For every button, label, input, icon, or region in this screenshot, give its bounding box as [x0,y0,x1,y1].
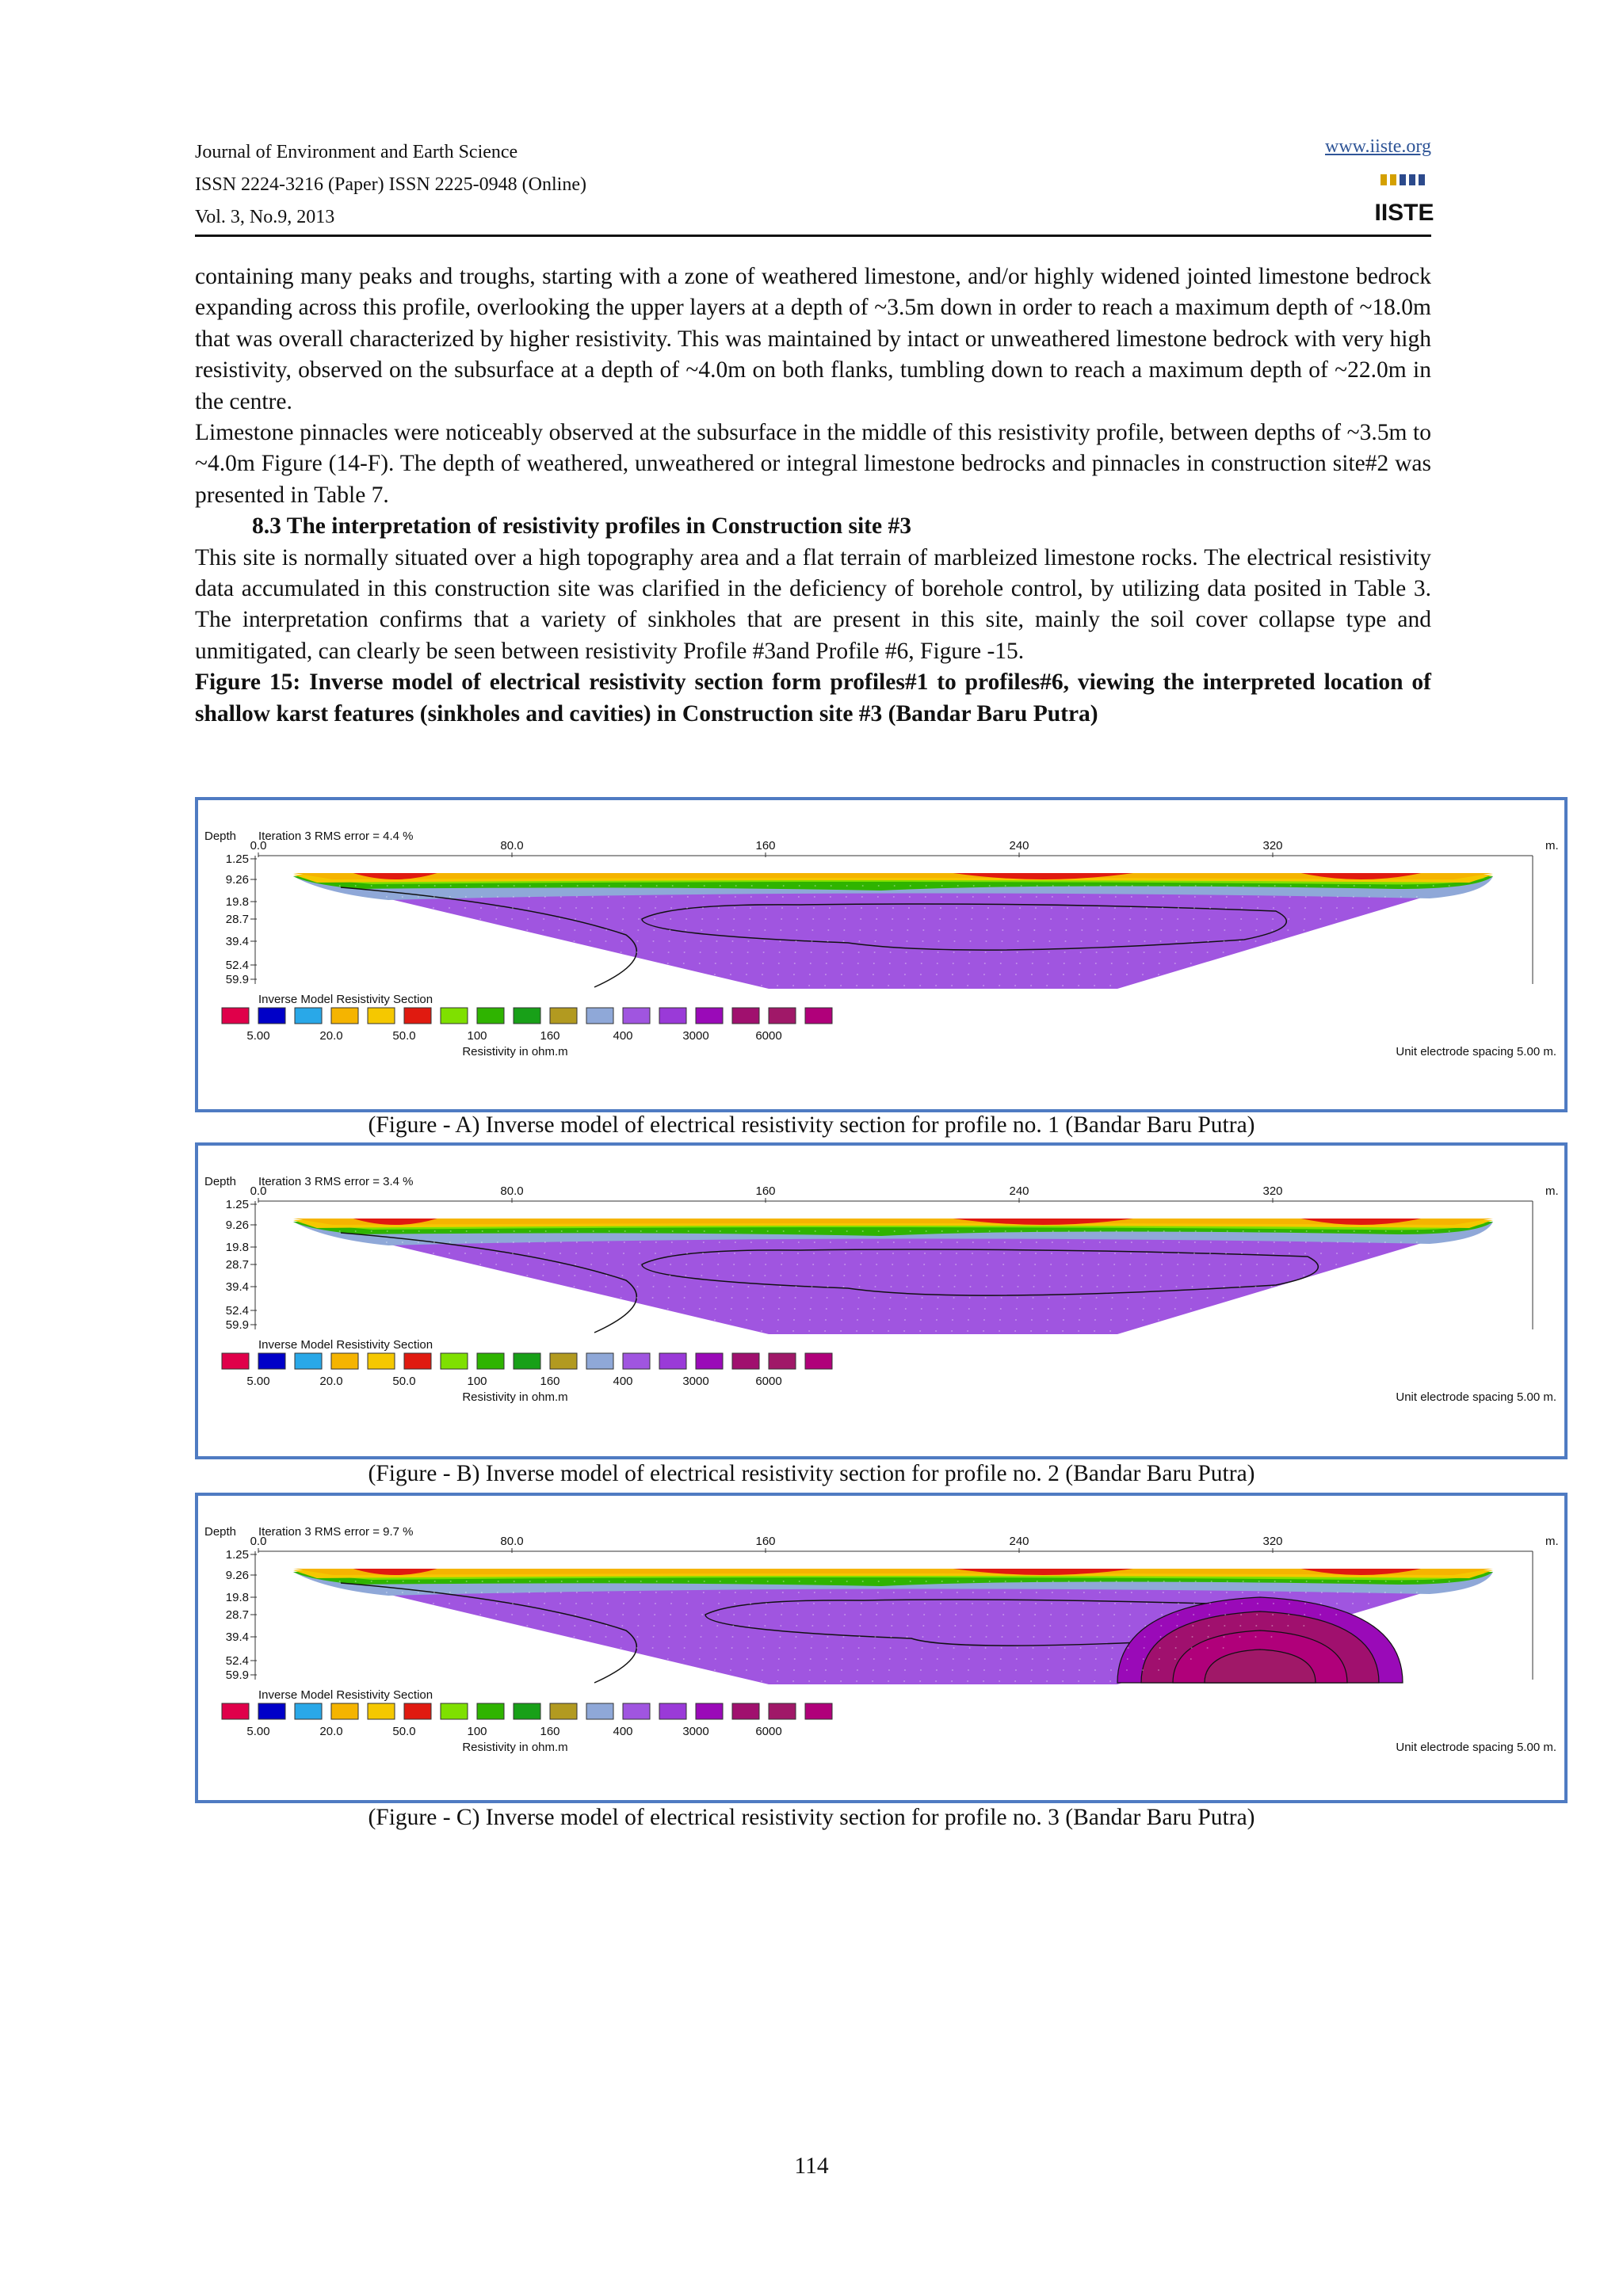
legend-swatch [623,1703,650,1719]
depth-tick-label: 52.4 [225,959,249,972]
legend-unit: Resistivity in ohm.m [462,1741,568,1754]
depth-label: Depth [204,1525,237,1539]
depth-tick-label: 9.26 [225,1569,249,1582]
spacing-label: Unit electrode spacing 5.00 m. [1396,1045,1556,1058]
legend-swatch [586,1703,613,1719]
legend-value: 20.0 [319,1029,343,1043]
legend-value: 100 [467,1375,487,1388]
legend-swatch [331,1703,358,1719]
section-svg [198,800,1564,1109]
x-tick-label: 320 [1262,1535,1283,1548]
legend-swatch [258,1353,285,1369]
x-tick-label: 320 [1262,839,1283,852]
legend-swatch [404,1353,431,1369]
figure-c-caption: (Figure - C) Inverse model of electrical resistivity section for profile no. 3 (Bandar Baru Putra) [368,1805,1255,1830]
legend-value: 6000 [755,1029,782,1043]
legend-title: Inverse Model Resistivity Section [258,993,433,1006]
section-heading: 8.3 The interpretation of resistivity profiles in Construction site #3 [252,513,911,540]
page-number: 114 [794,2153,829,2179]
legend-swatch [222,1008,249,1024]
resistivity-section-c [195,1493,1568,1803]
legend-title: Inverse Model Resistivity Section [258,1688,433,1702]
body-text [195,261,1431,730]
depth-tick-label: 19.8 [225,1591,249,1604]
legend-swatch [295,1008,322,1024]
x-tick-label: 240 [1009,1184,1029,1198]
legend-unit: Resistivity in ohm.m [462,1390,568,1404]
legend-value: 160 [540,1029,560,1043]
legend-swatch [368,1353,395,1369]
x-unit: m. [1545,1184,1559,1198]
legend-swatch [514,1703,540,1719]
legend-title: Inverse Model Resistivity Section [258,1338,433,1352]
depth-tick-label: 28.7 [225,1608,249,1622]
legend-swatch [477,1703,504,1719]
legend-swatch [659,1008,686,1024]
rms-label: Iteration 3 RMS error = 9.7 % [258,1525,414,1539]
journal-issn: ISSN 2224-3216 (Paper) ISSN 2225-0948 (Online) [195,174,586,195]
legend-swatch [514,1008,540,1024]
legend-swatch [732,1008,759,1024]
depth-tick-label: 9.26 [225,1219,249,1232]
rms-label: Iteration 3 RMS error = 3.4 % [258,1175,414,1188]
x-tick-label: 80.0 [500,1535,524,1548]
legend-value: 5.00 [246,1375,270,1388]
legend-value: 6000 [755,1725,782,1738]
legend-swatch [659,1353,686,1369]
depth-label: Depth [204,830,237,843]
legend-value: 100 [467,1029,487,1043]
x-tick-label: 240 [1009,839,1029,852]
legend-unit: Resistivity in ohm.m [462,1045,568,1058]
legend-swatch [659,1703,686,1719]
legend-swatch [295,1353,322,1369]
legend-swatch [550,1703,577,1719]
legend-swatch [404,1008,431,1024]
depth-tick-label: 59.9 [225,1318,249,1332]
legend-value: 20.0 [319,1725,343,1738]
legend-value: 3000 [682,1725,709,1738]
legend-value: 6000 [755,1375,782,1388]
legend-value: 50.0 [392,1029,416,1043]
depth-tick-label: 19.8 [225,1241,249,1254]
legend-swatch [331,1008,358,1024]
legend-swatch [477,1008,504,1024]
legend-swatch [805,1008,832,1024]
x-tick-label: 160 [755,1184,776,1198]
legend-swatch [441,1008,468,1024]
legend-swatch [368,1008,395,1024]
figure-b-caption: (Figure - B) Inverse model of electrical resistivity section for profile no. 2 (Bandar Baru Putra) [368,1461,1255,1486]
legend-swatch [514,1353,540,1369]
depth-tick-label: 59.9 [225,973,249,986]
legend-value: 5.00 [246,1029,270,1043]
depth-tick-label: 28.7 [225,913,249,926]
x-tick-label: 80.0 [500,839,524,852]
figure-15-title: Figure 15: Inverse model of electrical resistivity section form profiles#1 to profiles#6, viewing the interpreted location of shallow karst features (sinkholes and cavities) in Construction site #3 (Bandar Baru Putra) [195,669,1431,727]
section-svg [198,1496,1564,1800]
journal-volume: Vol. 3, No.9, 2013 [195,207,335,227]
depth-tick-label: 1.25 [225,1548,249,1562]
journal-name: Journal of Environment and Earth Science [195,142,518,162]
legend-swatch [696,1008,723,1024]
legend-value: 400 [613,1725,633,1738]
legend-swatch [477,1353,504,1369]
legend-swatch [586,1008,613,1024]
resistivity-section-a [195,797,1568,1112]
depth-tick-label: 59.9 [225,1669,249,1682]
legend-value: 100 [467,1725,487,1738]
legend-swatch [258,1703,285,1719]
website-link[interactable]: www.iiste.org [1325,136,1431,157]
legend-swatch [550,1008,577,1024]
legend-swatch [550,1353,577,1369]
legend-swatch [441,1353,468,1369]
resistivity-section-b [195,1142,1568,1459]
header-rule [195,235,1431,237]
logo-text: IISTE [1374,200,1434,226]
depth-tick-label: 39.4 [225,1280,249,1294]
x-tick-label: 0.0 [250,839,267,852]
legend-swatch [404,1703,431,1719]
x-tick-label: 80.0 [500,1184,524,1198]
x-tick-label: 320 [1262,1184,1283,1198]
x-unit: m. [1545,839,1559,852]
depth-tick-label: 1.25 [225,852,249,866]
journal-header [195,136,586,234]
legend-value: 50.0 [392,1375,416,1388]
depth-tick-label: 39.4 [225,1630,249,1644]
figure-a-caption: (Figure - A) Inverse model of electrical resistivity section for profile no. 1 (Bandar Baru Putra) [368,1112,1255,1138]
depth-tick-label: 52.4 [225,1654,249,1668]
depth-tick-label: 1.25 [225,1198,249,1211]
iiste-logo [1374,171,1434,226]
spacing-label: Unit electrode spacing 5.00 m. [1396,1390,1556,1404]
depth-label: Depth [204,1175,237,1188]
rms-label: Iteration 3 RMS error = 4.4 % [258,830,414,843]
legend-swatch [368,1703,395,1719]
legend-value: 50.0 [392,1725,416,1738]
legend-value: 160 [540,1725,560,1738]
depth-tick-label: 28.7 [225,1258,249,1272]
legend-swatch [732,1353,759,1369]
x-tick-label: 160 [755,1535,776,1548]
paragraph-1: containing many peaks and troughs, starting with a zone of weathered limestone, and/or highly widened jointed limestone bedrock expanding across this profile, overlooking the upper layers at a depth of ~3.5m down in order to reach a maximum depth of ~18.0m that was overall characterized by higher resistivity. This was maintained by intact or unweathered limestone bedrock with very high resistivity, observed on the subsurface at a depth of ~4.0m on both flanks, tumbling down to reach a maximum depth of ~22.0m in the centre. [195,264,1431,414]
legend-swatch [623,1353,650,1369]
depth-tick-label: 19.8 [225,895,249,909]
legend-swatch [696,1703,723,1719]
spacing-label: Unit electrode spacing 5.00 m. [1396,1741,1556,1754]
legend-swatch [732,1703,759,1719]
section-svg [198,1146,1564,1456]
legend-value: 160 [540,1375,560,1388]
legend-swatch [295,1703,322,1719]
paragraph-2: Limestone pinnacles were noticeably observed at the subsurface in the middle of this resistivity profile, between depths of ~3.5m to ~4.0m Figure (14-F). The depth of weathered, unweathered or integral limestone bedrocks and pinnacles in construction site#2 was presented in Table 7. [195,420,1431,508]
x-unit: m. [1545,1535,1559,1548]
x-tick-label: 240 [1009,1535,1029,1548]
legend-swatch [331,1353,358,1369]
legend-value: 5.00 [246,1725,270,1738]
legend-swatch [222,1703,249,1719]
depth-tick-label: 39.4 [225,935,249,948]
legend-value: 400 [613,1029,633,1043]
paragraph-3: This site is normally situated over a high topography area and a flat terrain of marbleized limestone rocks. The electrical resistivity data accumulated in this construction site was clarified in the deficiency of borehole control, by utilizing data posited in Table 3. The interpretation confirms that a variety of sinkholes that are present in this site, mainly the soil cover collapse type and unmitigated, can clearly be seen between resistivity Profile #3and Profile #6, Figure -15. [195,544,1431,664]
depth-tick-label: 52.4 [225,1304,249,1318]
legend-swatch [222,1353,249,1369]
legend-value: 3000 [682,1029,709,1043]
x-tick-label: 0.0 [250,1535,267,1548]
legend-swatch [586,1353,613,1369]
legend-value: 3000 [682,1375,709,1388]
legend-swatch [623,1008,650,1024]
legend-swatch [769,1353,796,1369]
legend-swatch [441,1703,468,1719]
x-tick-label: 160 [755,839,776,852]
legend-swatch [769,1703,796,1719]
legend-value: 20.0 [319,1375,343,1388]
legend-swatch [805,1703,832,1719]
depth-tick-label: 9.26 [225,873,249,887]
legend-swatch [696,1353,723,1369]
x-tick-label: 0.0 [250,1184,267,1198]
legend-swatch [805,1353,832,1369]
legend-swatch [258,1008,285,1024]
legend-value: 400 [613,1375,633,1388]
legend-swatch [769,1008,796,1024]
